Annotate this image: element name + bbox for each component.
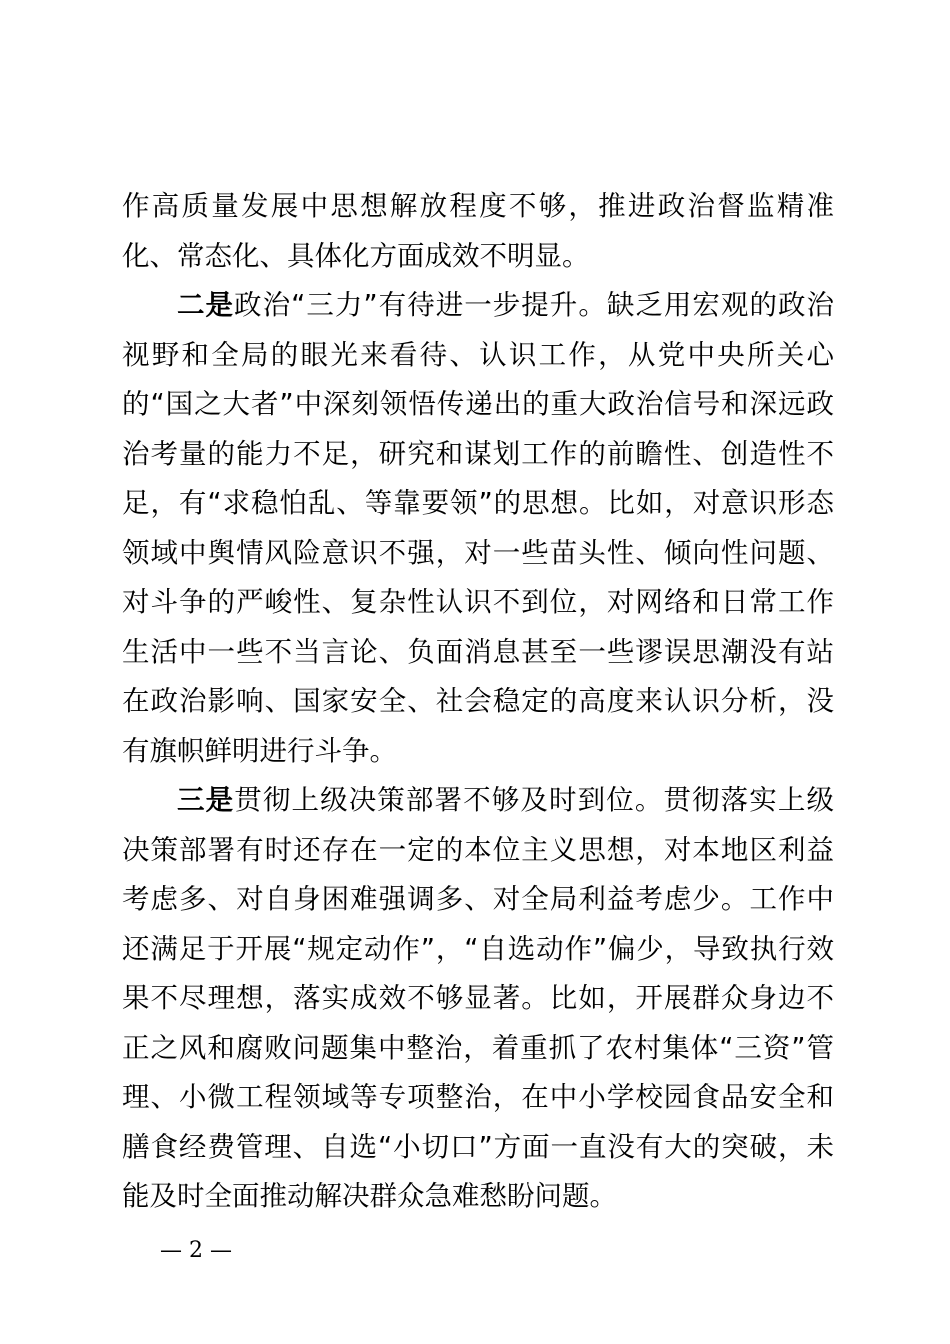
- paragraph-lead: 三是: [177, 784, 235, 816]
- page-number: — 2 —: [160, 1238, 232, 1263]
- paragraph-three: [122, 776, 834, 1222]
- document-body: [122, 182, 834, 1222]
- paragraph-text: 政治“三力”有待进一步提升。缺乏用宏观的政治视野和全局的眼光来看待、认识工作，从党中央所关心的“国之大者”中深刻领悟传递出的重大政治信号和深远政治考量的能力不足，研究和谋划工作的前瞻性、创造性不足，有“求稳怕乱、等靠要领”的思想。比如，对意识形态领域中舆情风险意识不强，对一些苗头性、倾向性问题、对斗争的严峻性、复杂性认识不到位，对网络和日常工作生活中一些不当言论、负面消息甚至一些谬误思潮没有站在政治影响、国家安全、社会稳定的高度来认识分析，没有旗帜鲜明进行斗争。: [122, 289, 834, 767]
- paragraph-continuation: [122, 182, 834, 281]
- paragraph-two: [122, 281, 834, 776]
- paragraph-text: 贯彻上级决策部署不够及时到位。贯彻落实上级决策部署有时还存在一定的本位主义思想，对本地区利益考虑多、对自身困难强调多、对全局利益考虑少。工作中还满足于开展“规定动作”，“自选动作”偏少，导致执行效果不尽理想，落实成效不够显著。比如，开展群众身边不正之风和腐败问题集中整治，着重抓了农村集体“三资”管理、小微工程领域等专项整治，在中小学校园食品安全和膳食经费管理、自选“小切口”方面一直没有大的突破，未能及时全面推动解决群众急难愁盼问题。: [122, 784, 835, 1212]
- paragraph-text: 作高质量发展中思想解放程度不够，推进政治督监精准化、常态化、具体化方面成效不明显。: [122, 190, 834, 272]
- paragraph-lead: 二是: [177, 289, 235, 321]
